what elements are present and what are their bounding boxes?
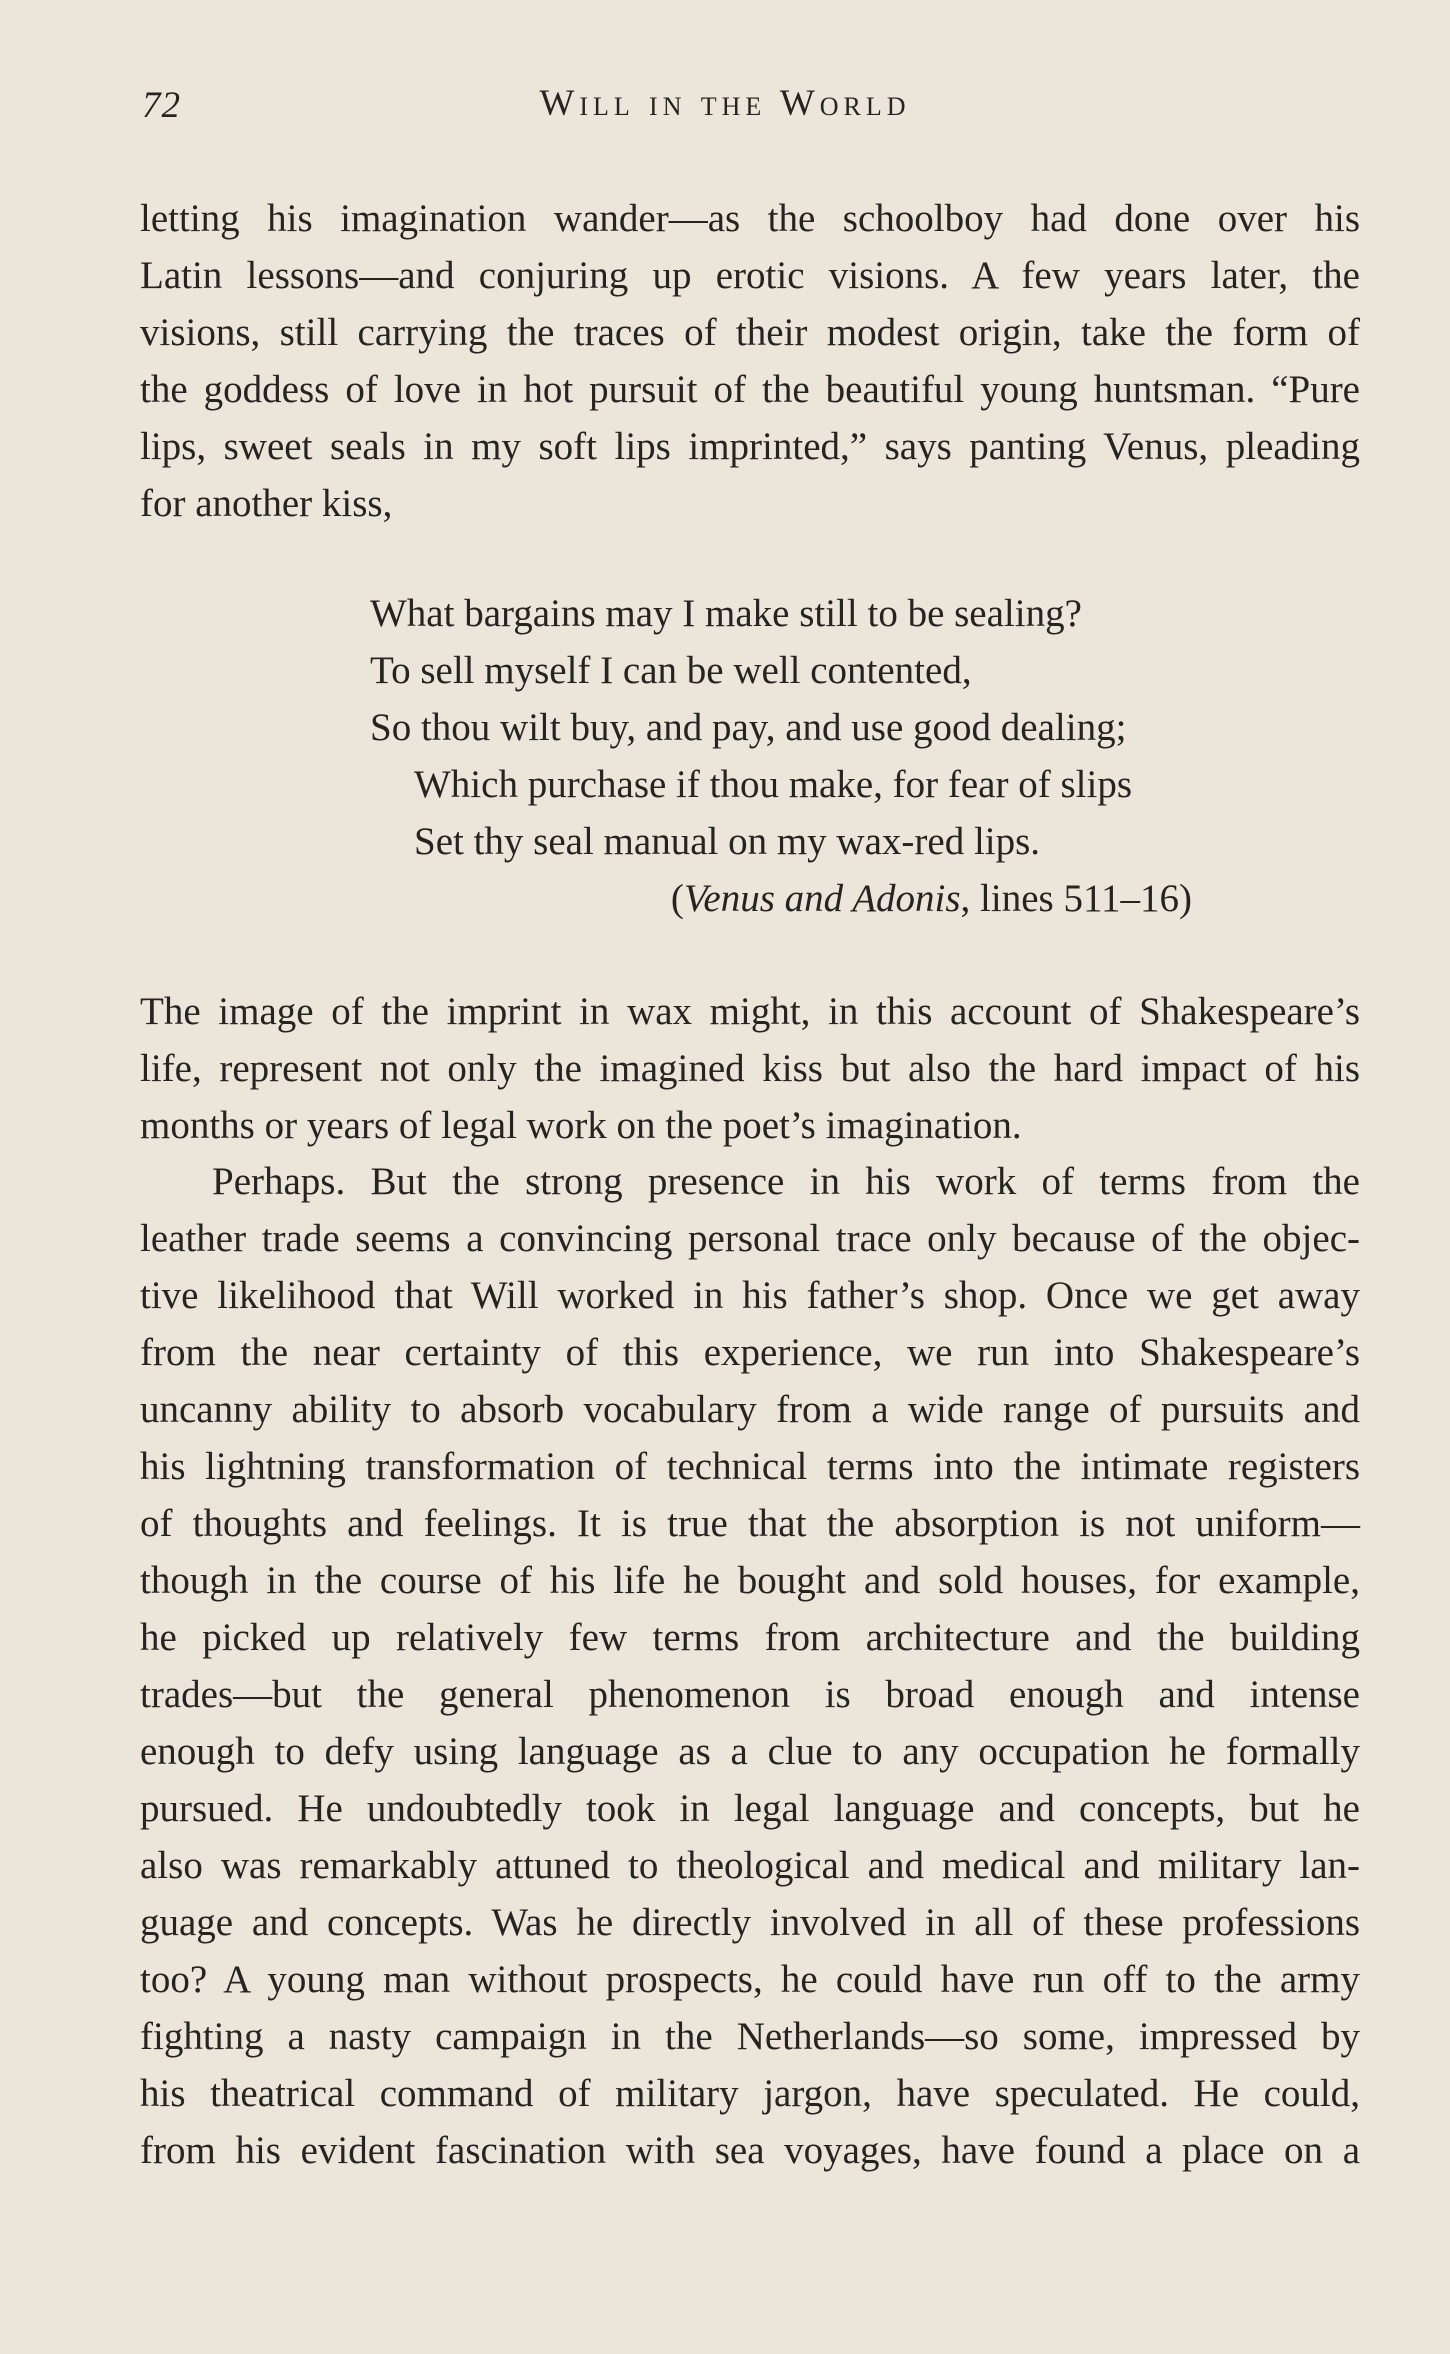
text-line: enough to defy using language as a clue to any occupation he formally [140, 1730, 1360, 1773]
text-line: tive likelihood that Will worked in his father’s shop. Once we get away [140, 1274, 1360, 1317]
text-line: from his evident fascination with sea voyages, have found a place on a [140, 2129, 1360, 2172]
text-line: months or years of legal work on the poet’s imagination. [140, 1104, 1022, 1147]
text-line: of thoughts and feelings. It is true that the absorption is not uniform— [140, 1502, 1360, 1545]
text-line: lips, sweet seals in my soft lips imprinted,” says panting Venus, pleading [140, 425, 1360, 468]
verse-line: Which purchase if thou make, for fear of slips [414, 763, 1132, 806]
text-line: though in the course of his life he bought and sold houses, for example, [140, 1559, 1360, 1602]
citation-lines: , lines 511–16) [960, 877, 1192, 920]
text-line: also was remarkably attuned to theological and medical and military lan- [140, 1844, 1360, 1887]
text-line: fighting a nasty campaign in the Netherlands—so some, impressed by [140, 2015, 1360, 2058]
text-line: from the near certainty of this experience, we run into Shakespeare’s [140, 1331, 1360, 1374]
text-line: the goddess of love in hot pursuit of the beautiful young huntsman. “Pure [140, 368, 1360, 411]
citation-title: Venus and Adonis [683, 877, 961, 920]
verse-line: To sell myself I can be well contented, [370, 649, 972, 692]
text-line: uncanny ability to absorb vocabulary from a wide range of pursuits and [140, 1388, 1360, 1431]
text-line: guage and concepts. Was he directly involved in all of these professions [140, 1901, 1360, 1944]
running-head: Will in the World [539, 83, 911, 124]
text-line: The image of the imprint in wax might, in this account of Shakespeare’s [140, 990, 1360, 1033]
text-line: letting his imagination wander—as the schoolboy had done over his [140, 197, 1360, 240]
page-number: 72 [142, 85, 181, 126]
verse-line: Set thy seal manual on my wax-red lips. [414, 820, 1041, 863]
text-line: pursued. He undoubtedly took in legal language and concepts, but he [140, 1787, 1360, 1830]
text-line: life, represent not only the imagined kiss but also the hard impact of his [140, 1047, 1360, 1090]
text-line: too? A young man without prospects, he could have run off to the army [140, 1958, 1360, 2001]
text-line: his lightning transformation of technical terms into the intimate registers [140, 1445, 1360, 1488]
text-line: trades—but the general phenomenon is broad enough and intense [140, 1673, 1360, 1716]
text-line: Perhaps. But the strong presence in his work of terms from the [212, 1160, 1360, 1203]
text-line: Latin lessons—and conjuring up erotic visions. A few years later, the [140, 254, 1360, 297]
verse-line: What bargains may I make still to be sealing? [370, 592, 1082, 635]
paragraph-3 [140, 1153, 1360, 2179]
text-line: visions, still carrying the traces of their modest origin, take the form of [140, 311, 1360, 354]
paragraph-1 [140, 190, 1360, 532]
verse-quotation [370, 585, 1132, 870]
text-line: for another kiss, [140, 482, 393, 525]
paragraph-2 [140, 983, 1360, 1154]
verse-line: So thou wilt buy, and pay, and use good dealing; [370, 706, 1127, 749]
text-line: he picked up relatively few terms from architecture and the building [140, 1616, 1360, 1659]
verse-citation [600, 870, 1192, 927]
text-line: his theatrical command of military jargon, have speculated. He could, [140, 2072, 1360, 2115]
citation-open: ( [670, 877, 684, 920]
text-line: leather trade seems a convincing personal trace only because of the objec- [140, 1217, 1360, 1260]
